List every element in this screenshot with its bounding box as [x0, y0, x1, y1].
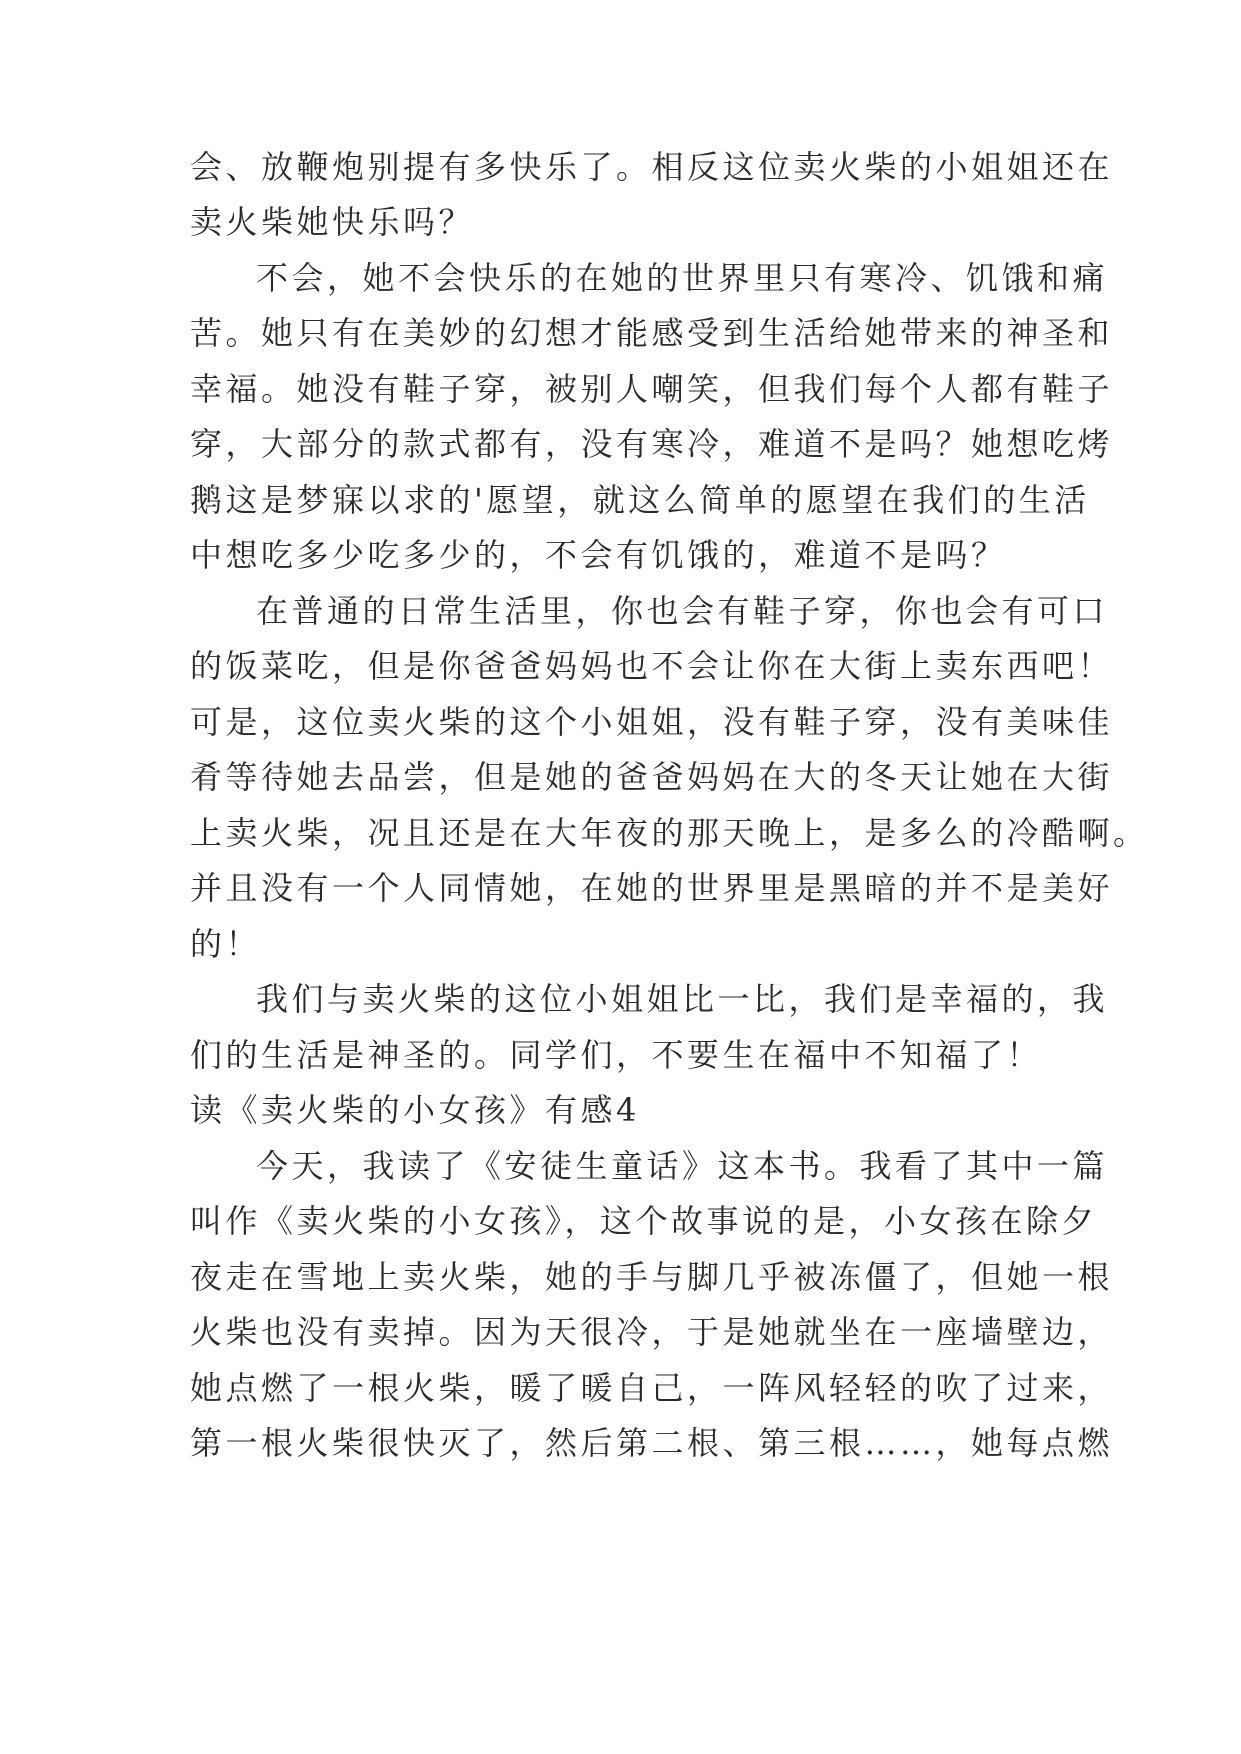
text-line: 上卖火柴，况且还是在大年夜的那天晚上，是多么的冷酷啊。: [190, 814, 1149, 852]
text-line: 幸福。她没有鞋子穿，被别人嘲笑，但我们每个人都有鞋子: [190, 370, 1114, 408]
text-line: 夜走在雪地上卖火柴，她的手与脚几乎被冻僵了，但她一根: [190, 1258, 1114, 1296]
text-line: 卖火柴她快乐吗？: [190, 203, 475, 241]
text-line: 们的生活是神圣的。同学们，不要生在福中不知福了！: [190, 1036, 1043, 1074]
paragraph-first-line: 在普通的日常生活里，你也会有鞋子穿，你也会有可口: [256, 592, 1109, 630]
text-line: 第一根火柴很快灭了，然后第二根、第三根……，她每点燃: [190, 1424, 1114, 1462]
text-line: 鹅这是梦寐以求的'愿望，就这么简单的愿望在我们的生活: [190, 481, 1090, 519]
text-line: 苦。她只有在美妙的幻想才能感受到生活给她带来的神圣和: [190, 314, 1114, 352]
text-line: 中想吃多少吃多少的，不会有饥饿的，难道不是吗？: [190, 536, 1007, 574]
paragraph-first-line: 不会，她不会快乐的在她的世界里只有寒冷、饥饿和痛: [256, 259, 1109, 297]
text-line: 会、放鞭炮别提有多快乐了。相反这位卖火柴的小姐姐还在: [190, 148, 1114, 186]
section-heading: 读《卖火柴的小女孩》有感4: [190, 1091, 640, 1129]
text-line: 的！: [190, 925, 262, 963]
paragraph-first-line: 今天，我读了《安徒生童话》这本书。我看了其中一篇: [256, 1147, 1109, 1185]
text-line: 肴等待她去品尝，但是她的爸爸妈妈在大的冬天让她在大街: [190, 758, 1114, 796]
text-line: 火柴也没有卖掉。因为天很冷，于是她就坐在一座墙壁边，: [190, 1313, 1114, 1351]
text-line: 她点燃了一根火柴，暖了暖自己，一阵风轻轻的吹了过来，: [190, 1369, 1114, 1407]
text-line: 的饭菜吃，但是你爸爸妈妈也不会让你在大街上卖东西吧！: [190, 647, 1114, 685]
paragraph-first-line: 我们与卖火柴的这位小姐姐比一比，我们是幸福的，我: [256, 980, 1109, 1018]
text-line: 叫作《卖火柴的小女孩》，这个故事说的是，小女孩在除夕: [190, 1202, 1098, 1240]
text-line: 穿，大部分的款式都有，没有寒冷，难道不是吗？她想吃烤: [190, 425, 1114, 463]
text-line: 并且没有一个人同情她，在她的世界里是黑暗的并不是美好: [190, 869, 1114, 907]
text-line: 可是，这位卖火柴的这个小姐姐，没有鞋子穿，没有美味佳: [190, 703, 1114, 741]
